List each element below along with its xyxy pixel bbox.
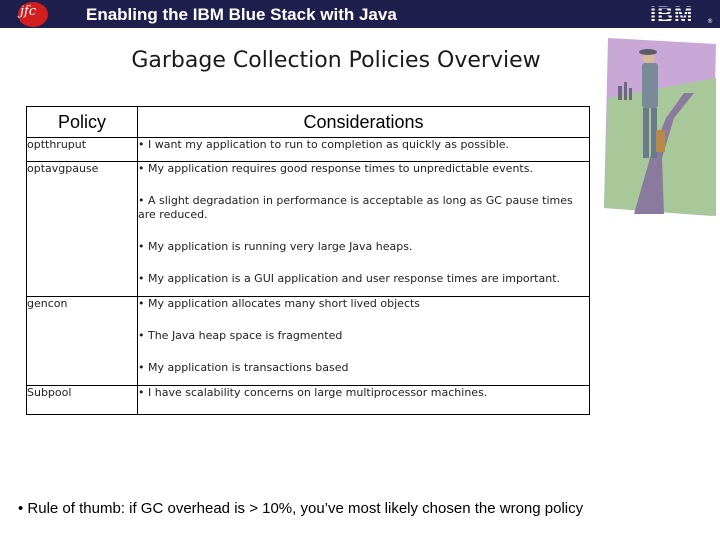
column-header-policy: Policy bbox=[27, 107, 138, 138]
considerations-cell bbox=[138, 138, 590, 162]
policy-cell: optthruput bbox=[27, 138, 138, 162]
consideration-item: • My application allocates many short lived objects bbox=[138, 297, 421, 310]
header-title: Enabling the IBM Blue Stack with Java bbox=[86, 5, 397, 24]
table-row bbox=[27, 138, 590, 162]
considerations-cell bbox=[138, 162, 590, 297]
table-row bbox=[27, 297, 590, 386]
consideration-item: • My application requires good response times to unpredictable events. bbox=[138, 162, 533, 175]
consideration-item: • I want my application to run to completion as quickly as possible. bbox=[138, 138, 510, 151]
header-bar bbox=[0, 0, 720, 28]
jfc-logo-text: jfc bbox=[20, 4, 37, 19]
policy-cell: optavgpause bbox=[27, 162, 138, 297]
consideration-item: • A slight degradation in performance is acceptable as long as GC pause times are reduced. bbox=[138, 194, 573, 221]
column-header-considerations: Considerations bbox=[138, 107, 590, 138]
businessman-road-illustration bbox=[604, 38, 716, 218]
table-row bbox=[27, 386, 590, 415]
consideration-item: • The Java heap space is fragmented bbox=[138, 329, 343, 342]
slide-title: Garbage Collection Policies Overview bbox=[131, 48, 541, 73]
table-header-row bbox=[27, 107, 590, 138]
consideration-item: • My application is transactions based bbox=[138, 361, 349, 374]
rule-of-thumb: • Rule of thumb: if GC overhead is > 10%, you’ve most likely chosen the wrong policy bbox=[18, 500, 584, 517]
table-row bbox=[27, 162, 590, 297]
policy-table bbox=[26, 106, 590, 415]
considerations-cell bbox=[138, 386, 590, 415]
consideration-item: • My application is running very large Java heaps. bbox=[138, 240, 413, 253]
considerations-cell bbox=[138, 297, 590, 386]
consideration-item: • My application is a GUI application and user response times are important. bbox=[138, 272, 561, 285]
ibm-logo: IBM bbox=[650, 2, 694, 27]
policy-cell: gencon bbox=[27, 297, 138, 386]
consideration-item: • I have scalability concerns on large multiprocessor machines. bbox=[138, 386, 488, 399]
registered-mark: ® bbox=[707, 18, 713, 25]
policy-cell: Subpool bbox=[27, 386, 138, 415]
